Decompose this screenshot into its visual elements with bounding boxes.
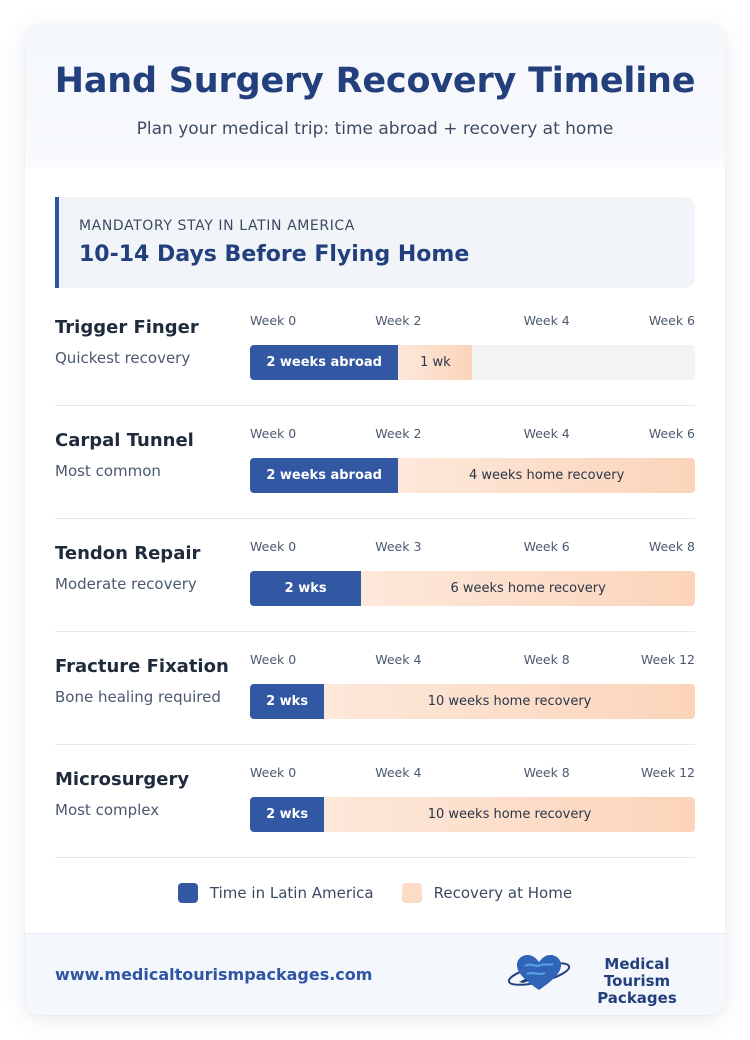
abroad-segment: 2 wks (250, 571, 361, 606)
procedure-description: Most common (55, 462, 161, 480)
timeline-track (250, 797, 695, 832)
home-recovery-segment: 4 weeks home recovery (398, 458, 695, 493)
timeline-track (250, 345, 695, 380)
timeline-row (55, 745, 695, 858)
timeline-track (250, 571, 695, 606)
abroad-segment: 2 wks (250, 797, 324, 832)
home-recovery-segment: 1 wk (398, 345, 472, 380)
timeline-row (55, 632, 695, 745)
procedure-description: Most complex (55, 801, 160, 819)
tick-label: Week 4 (523, 313, 570, 328)
week-axis (250, 765, 695, 781)
week-axis (250, 652, 695, 668)
brand-logo (505, 952, 695, 1007)
procedure-description: Quickest recovery (55, 349, 191, 367)
tick-label: Week 6 (648, 426, 695, 441)
timeline-track (250, 684, 695, 719)
legend-swatch-home (402, 883, 422, 903)
week-axis (250, 313, 695, 329)
timeline-row (55, 406, 695, 519)
procedure-name: Microsurgery (55, 769, 190, 790)
tick-label: Week 8 (648, 539, 695, 554)
page-subtitle: Plan your medical trip: time abroad + recovery at home (136, 119, 614, 139)
procedure-description: Bone healing required (55, 688, 221, 706)
procedure-name: Trigger Finger (55, 317, 199, 338)
tick-label: Week 0 (250, 765, 297, 780)
tick-label: Week 2 (375, 426, 422, 441)
page-title: Hand Surgery Recovery Timeline (54, 61, 696, 101)
tick-label: Week 8 (523, 765, 570, 780)
website-link[interactable]: www.medicaltourismpackages.com (55, 965, 373, 984)
tick-label: Week 6 (523, 539, 570, 554)
tick-label: Week 4 (375, 652, 422, 667)
home-recovery-segment: 10 weeks home recovery (324, 684, 695, 719)
tick-label: Week 6 (648, 313, 695, 328)
home-recovery-segment: 10 weeks home recovery (324, 797, 695, 832)
logo-line-1: Medical Tourism (603, 955, 671, 990)
mandatory-stay-callout (55, 197, 695, 288)
abroad-segment: 2 weeks abroad (250, 345, 398, 380)
legend-label-home: Recovery at Home (433, 884, 573, 902)
week-axis (250, 539, 695, 555)
logo-text (579, 956, 695, 1007)
legend-swatch-abroad (178, 883, 198, 903)
logo-line-2: Packages (597, 989, 677, 1007)
chart-legend (25, 883, 725, 903)
timeline-row (55, 519, 695, 632)
header (25, 25, 725, 167)
callout-label: MANDATORY STAY IN LATIN AMERICA (79, 218, 355, 234)
footer (25, 933, 725, 1015)
home-recovery-segment: 6 weeks home recovery (361, 571, 695, 606)
tick-label: Week 0 (250, 426, 297, 441)
week-axis (250, 426, 695, 442)
tick-label: Week 3 (375, 539, 422, 554)
timeline-row (55, 293, 695, 406)
legend-item-home (402, 883, 572, 903)
tick-label: Week 0 (250, 539, 297, 554)
tick-label: Week 0 (250, 652, 297, 667)
heart-globe-logo-icon (505, 952, 577, 996)
tick-label: Week 8 (523, 652, 570, 667)
tick-label: Week 4 (375, 765, 422, 780)
timeline-track (250, 458, 695, 493)
procedure-description: Moderate recovery (55, 575, 197, 593)
legend-label-abroad: Time in Latin America (209, 884, 374, 902)
procedure-name: Tendon Repair (55, 543, 201, 564)
abroad-segment: 2 weeks abroad (250, 458, 398, 493)
procedure-name: Fracture Fixation (55, 656, 229, 677)
tick-label: Week 12 (640, 652, 695, 667)
tick-label: Week 4 (523, 426, 570, 441)
tick-label: Week 2 (375, 313, 422, 328)
tick-label: Week 12 (640, 765, 695, 780)
infographic-card (25, 25, 725, 1015)
abroad-segment: 2 wks (250, 684, 324, 719)
legend-item-abroad (178, 883, 374, 903)
tick-label: Week 0 (250, 313, 297, 328)
procedure-name: Carpal Tunnel (55, 430, 194, 451)
callout-value: 10-14 Days Before Flying Home (79, 242, 470, 267)
